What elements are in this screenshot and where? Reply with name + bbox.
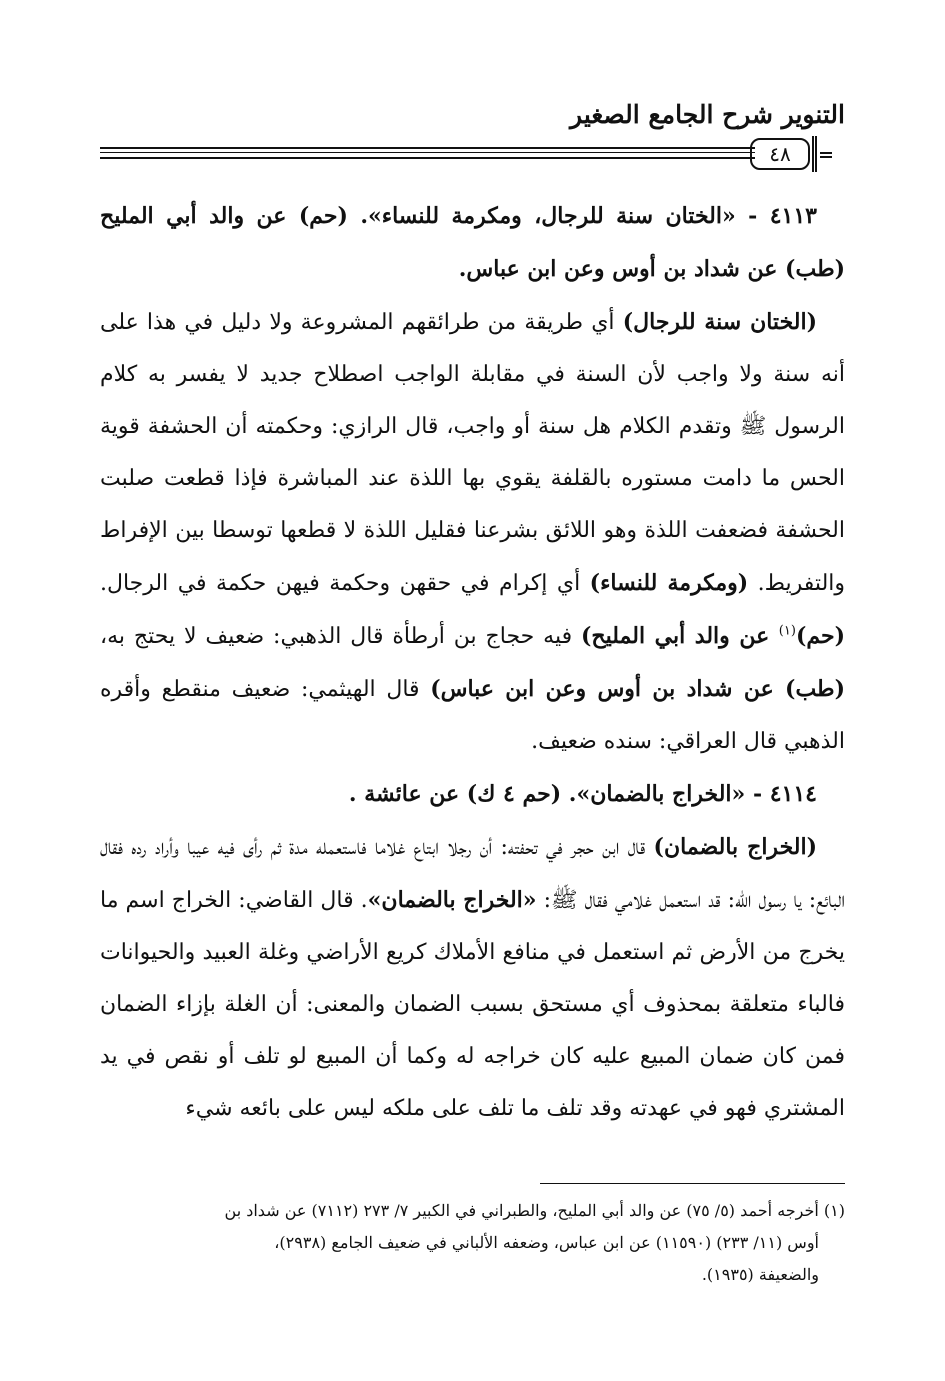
quoted-phrase: (الخراج بالضمان)	[653, 834, 817, 860]
quoted-phrase: «الخراج بالضمان»	[367, 887, 537, 913]
quoted-phrase: عن والد أبي المليح)	[581, 623, 779, 649]
commentary-text: أي طريقة من طرائقهم المشروعة ولا دليل في هذا على أنه سنة ولا واجب لأن السنة في مقابلة الواجب اصطلاح جديد لا يفسر به كلام الرسول ﷺ وتقدم الكلام هل سنة أو واجب، قال الرازي: وحكمته أن الحشفة قوية الحس ما دامت مستوره بالقلفة يقوي بها اللذة عند المباشرة فإذا قطعت صلبت الحشفة فضعفت اللذة وهو اللائق بشرعنا فقليل اللذة لا قطعها توسطا بين الإفراط والتفريط.	[100, 310, 846, 596]
quoted-phrase: (حم)	[795, 623, 845, 649]
commentary-text: فيه حجاج بن أرطأة قال الذهبي: ضعيف لا يحتج به،	[100, 624, 582, 649]
quoted-phrase: (الختان سنة للرجال)	[622, 309, 817, 335]
quoted-phrase: (ومكرمة للنساء)	[589, 570, 749, 596]
footnote-reference: (١)	[778, 623, 796, 639]
commentary-paragraph	[100, 296, 845, 768]
hadith-number: ٤١١٤ -	[745, 781, 817, 807]
footnotes	[100, 1195, 845, 1291]
commentary-text: قال الهيثمي: ضعيف منقطع وأقره الذهبي قال العراقي: سنده ضعيف.	[100, 677, 845, 754]
hadith-heading	[100, 190, 845, 296]
footnote-separator	[540, 1183, 845, 1184]
commentary-text: قال ابن حجر في تحفته: أن رجلا ابتاع غلاما فاستعمله مدة ثم رأى فيه عيبا وأراد رده فقال البائع: يا رسول الله: قد استعمل غلامي فقال ﷺ:	[100, 835, 845, 913]
header-rule	[100, 157, 755, 159]
page-number-ornament	[820, 152, 832, 158]
hadith-text: «الخراج بالضمان». (حم ٤ ك) عن عائشة .	[348, 781, 746, 807]
commentary-text: . قال القاضي: الخراج اسم ما يخرج من الأرض ثم استعمل في منافع الأملاك كريع الأراضي وغلة العبيد والحيوانات فالباء متعلقة بمحذوف أي مستحق بسبب الضمان والمعنى: أن الغلة بإزاء الضمان فمن كان ضمان المبيع عليه كان خراجه له وكما أن المبيع لو تلف أو نقص في يد المشتري فهو في عهدته وقد تلف ما تلف على ملكه ليس على بائعه شيء	[100, 888, 845, 1121]
footnote-line: (١) أخرجه أحمد (٥/ ٧٥) عن والد أبي المليح، والطبراني في الكبير ٧/ ٢٧٣ (٧١١٢) عن شداد بن	[224, 1201, 845, 1220]
page-number-ornament	[812, 136, 817, 172]
quoted-phrase: (طب) عن شداد بن أوس وعن ابن عباس)	[430, 676, 845, 702]
hadith-heading	[100, 768, 845, 821]
main-text	[100, 190, 845, 1135]
page-number: ٤٨	[750, 138, 810, 170]
footnote-line: أوس (١١/ ٢٣٣) (١١٥٩٠) عن ابن عباس، وضعفه الألباني في ضعيف الجامع (٢٩٣٨)،	[274, 1233, 819, 1252]
header-rule	[100, 152, 755, 153]
running-title: التنوير شرح الجامع الصغير	[570, 100, 845, 129]
footnote-line: والضعيفة (١٩٣٥).	[701, 1265, 819, 1284]
commentary-paragraph	[100, 821, 845, 1135]
hadith-text: «الختان سنة للرجال، ومكرمة للنساء». (حم) عن والد أبي المليح (طب) عن شداد بن أوس وعن ابن عباس.	[100, 203, 845, 282]
hadith-number: ٤١١٣ -	[735, 203, 817, 229]
header-rule	[100, 147, 755, 149]
commentary-text: أي إكرام في حقهن وحكمة فيهن حكمة في الرجال.	[100, 571, 590, 596]
